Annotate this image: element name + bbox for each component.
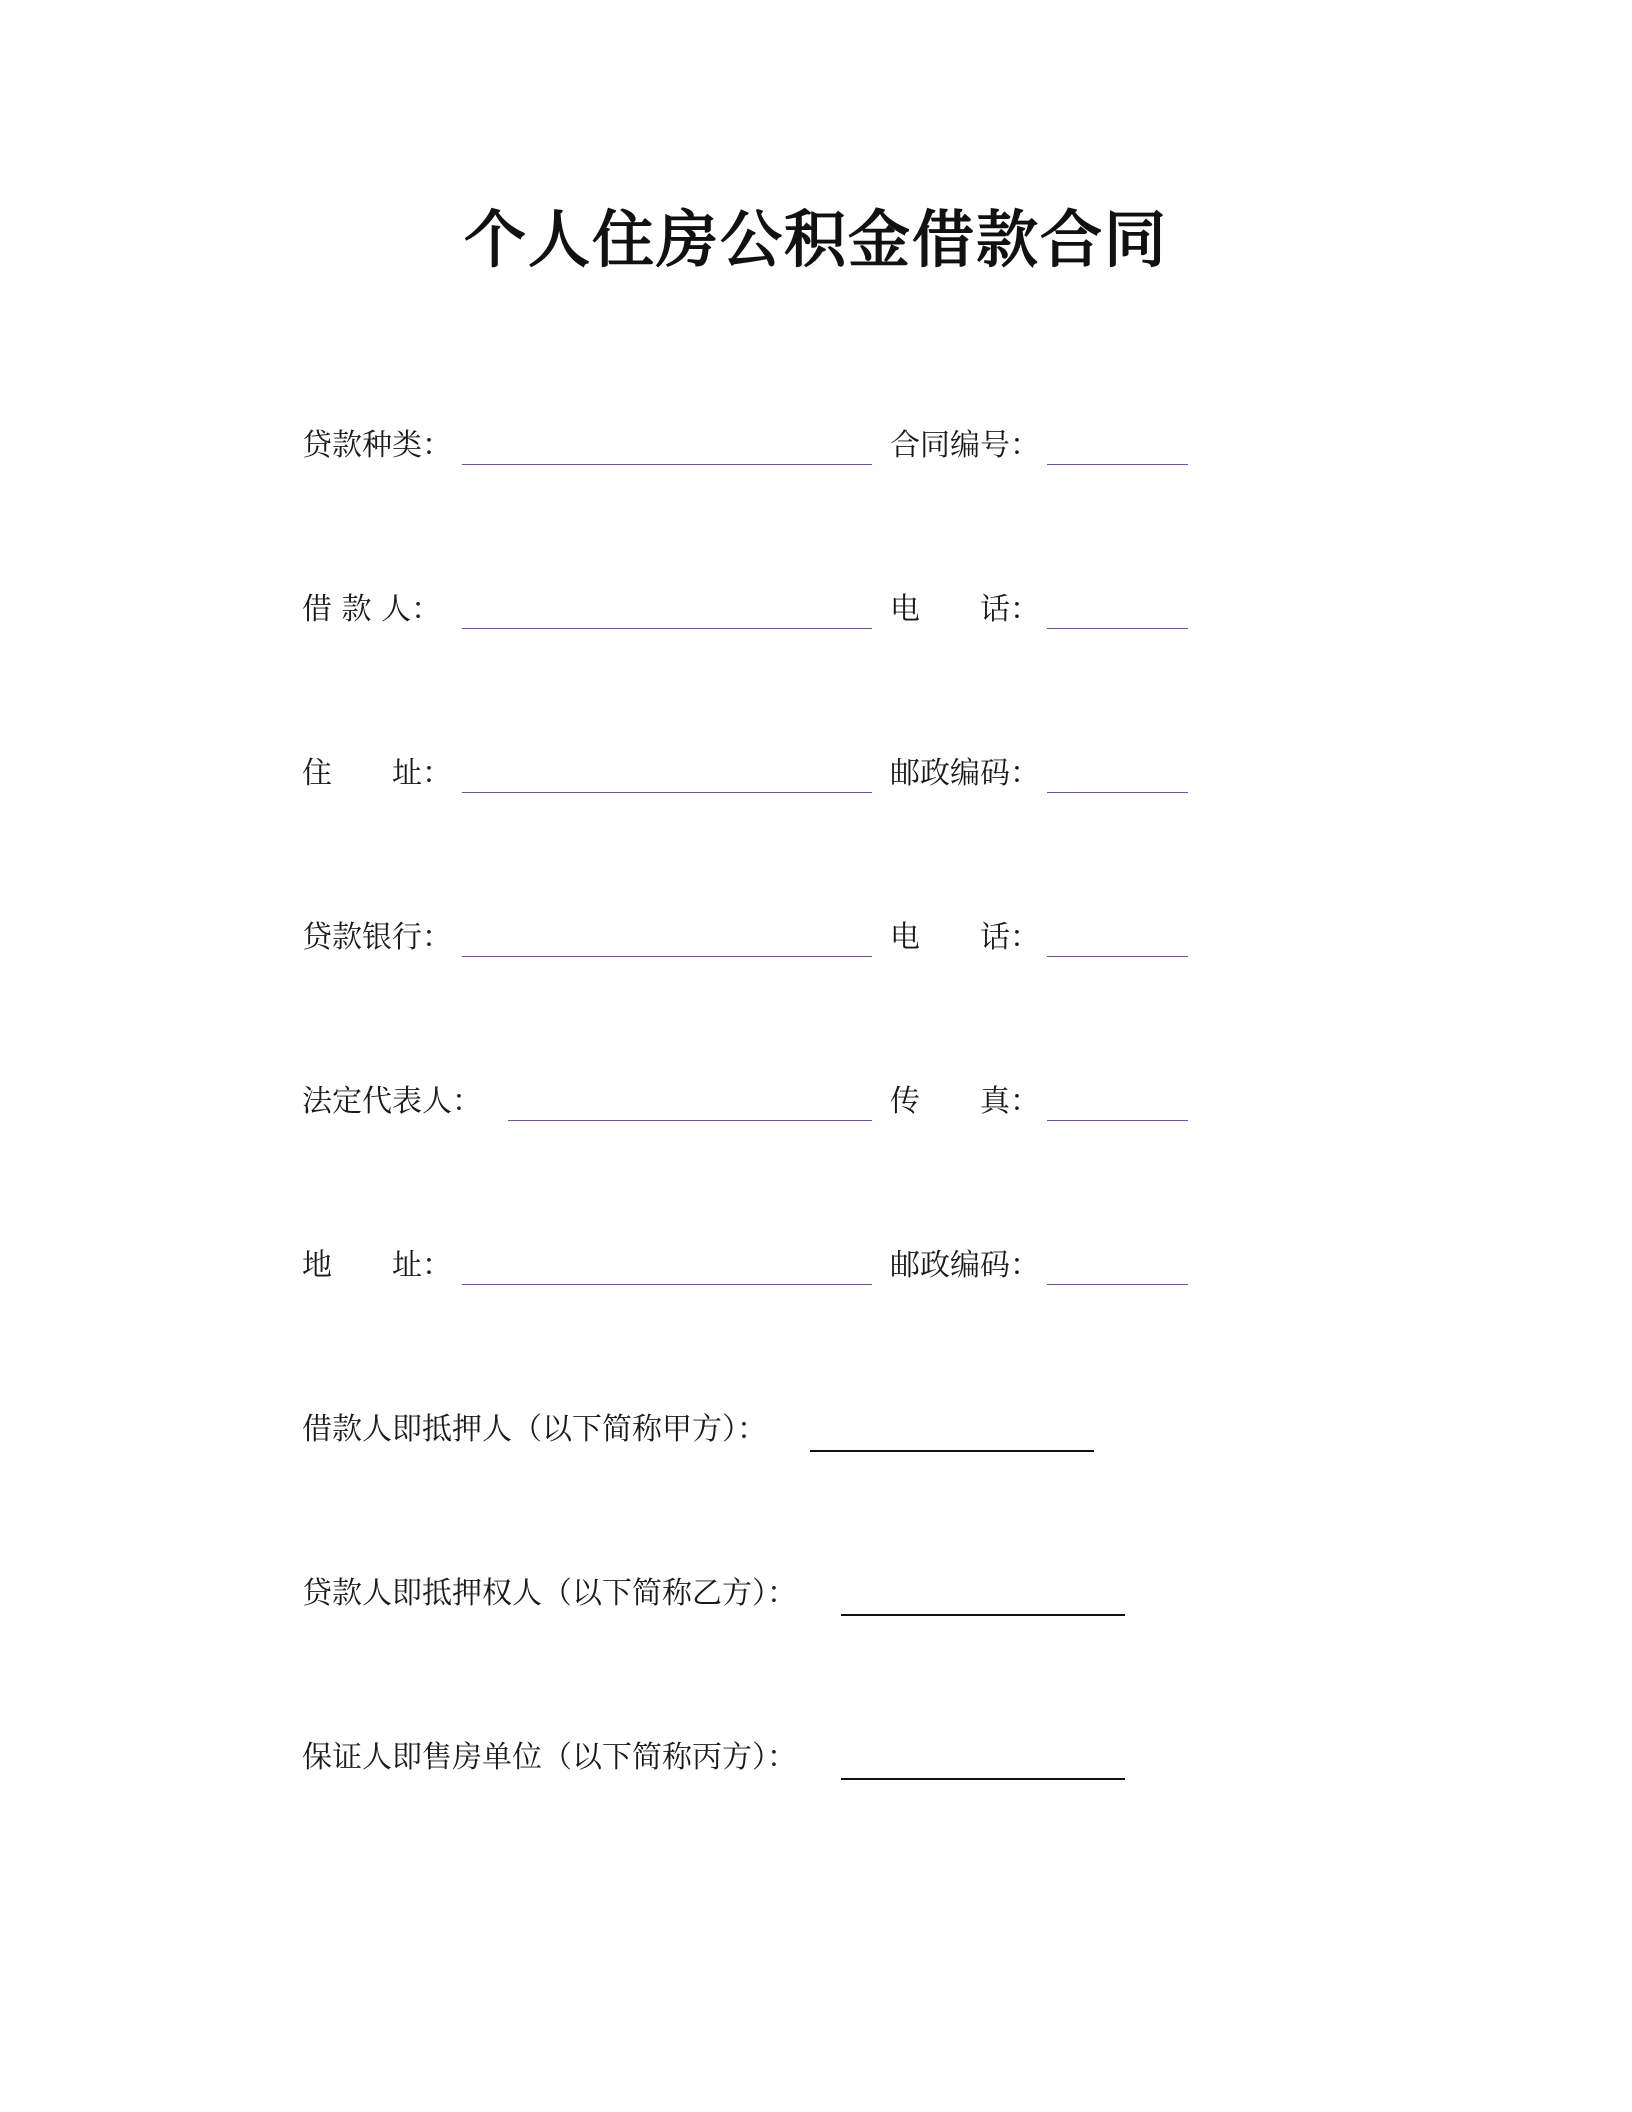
field-row-bank-address <box>0 1238 1632 1298</box>
loan-type-field[interactable] <box>462 464 872 465</box>
lending-bank-label: 贷款银行： <box>302 920 452 955</box>
party-row-party-a <box>0 1402 1632 1462</box>
party-b-field[interactable] <box>841 1614 1125 1616</box>
bank-address-label: 地 址： <box>302 1248 452 1283</box>
bank-address-field[interactable] <box>462 1284 872 1285</box>
bank-phone-field[interactable] <box>1047 956 1188 957</box>
fax-field[interactable] <box>1047 1120 1188 1121</box>
party-b-label: 贷款人即抵押权人（以下简称乙方）： <box>302 1576 797 1611</box>
legal-representative-field[interactable] <box>508 1120 872 1121</box>
bank-phone-label: 电 话： <box>890 920 1040 955</box>
party-row-party-c <box>0 1730 1632 1790</box>
residence-label: 住 址： <box>302 756 452 791</box>
field-row-residence <box>0 746 1632 806</box>
party-a-label: 借款人即抵押人（以下简称甲方）： <box>302 1412 767 1447</box>
field-row-legal-representative <box>0 1074 1632 1134</box>
loan-type-label: 贷款种类： <box>302 428 452 463</box>
party-c-field[interactable] <box>841 1778 1125 1780</box>
field-row-loan-type <box>0 418 1632 478</box>
lending-bank-field[interactable] <box>462 956 872 957</box>
contract-number-field[interactable] <box>1047 464 1188 465</box>
bank-postcode-label: 邮政编码： <box>890 1248 1040 1283</box>
bank-postcode-field[interactable] <box>1047 1284 1188 1285</box>
residence-postcode-label: 邮政编码： <box>890 756 1040 791</box>
contract-number-label: 合同编号： <box>890 428 1040 463</box>
document-title: 个人住房公积金借款合同 <box>463 203 1168 276</box>
borrower-field[interactable] <box>462 628 872 629</box>
residence-field[interactable] <box>462 792 872 793</box>
legal-representative-label: 法定代表人： <box>302 1084 482 1119</box>
field-row-lending-bank <box>0 910 1632 970</box>
party-a-field[interactable] <box>810 1450 1094 1452</box>
field-row-borrower <box>0 582 1632 642</box>
party-row-party-b <box>0 1566 1632 1626</box>
residence-postcode-field[interactable] <box>1047 792 1188 793</box>
borrower-phone-label: 电 话： <box>890 592 1040 627</box>
fax-label: 传 真： <box>890 1084 1040 1119</box>
party-c-label: 保证人即售房单位（以下简称丙方）： <box>302 1740 797 1775</box>
borrower-phone-field[interactable] <box>1047 628 1188 629</box>
borrower-label: 借 款 人： <box>302 592 442 627</box>
